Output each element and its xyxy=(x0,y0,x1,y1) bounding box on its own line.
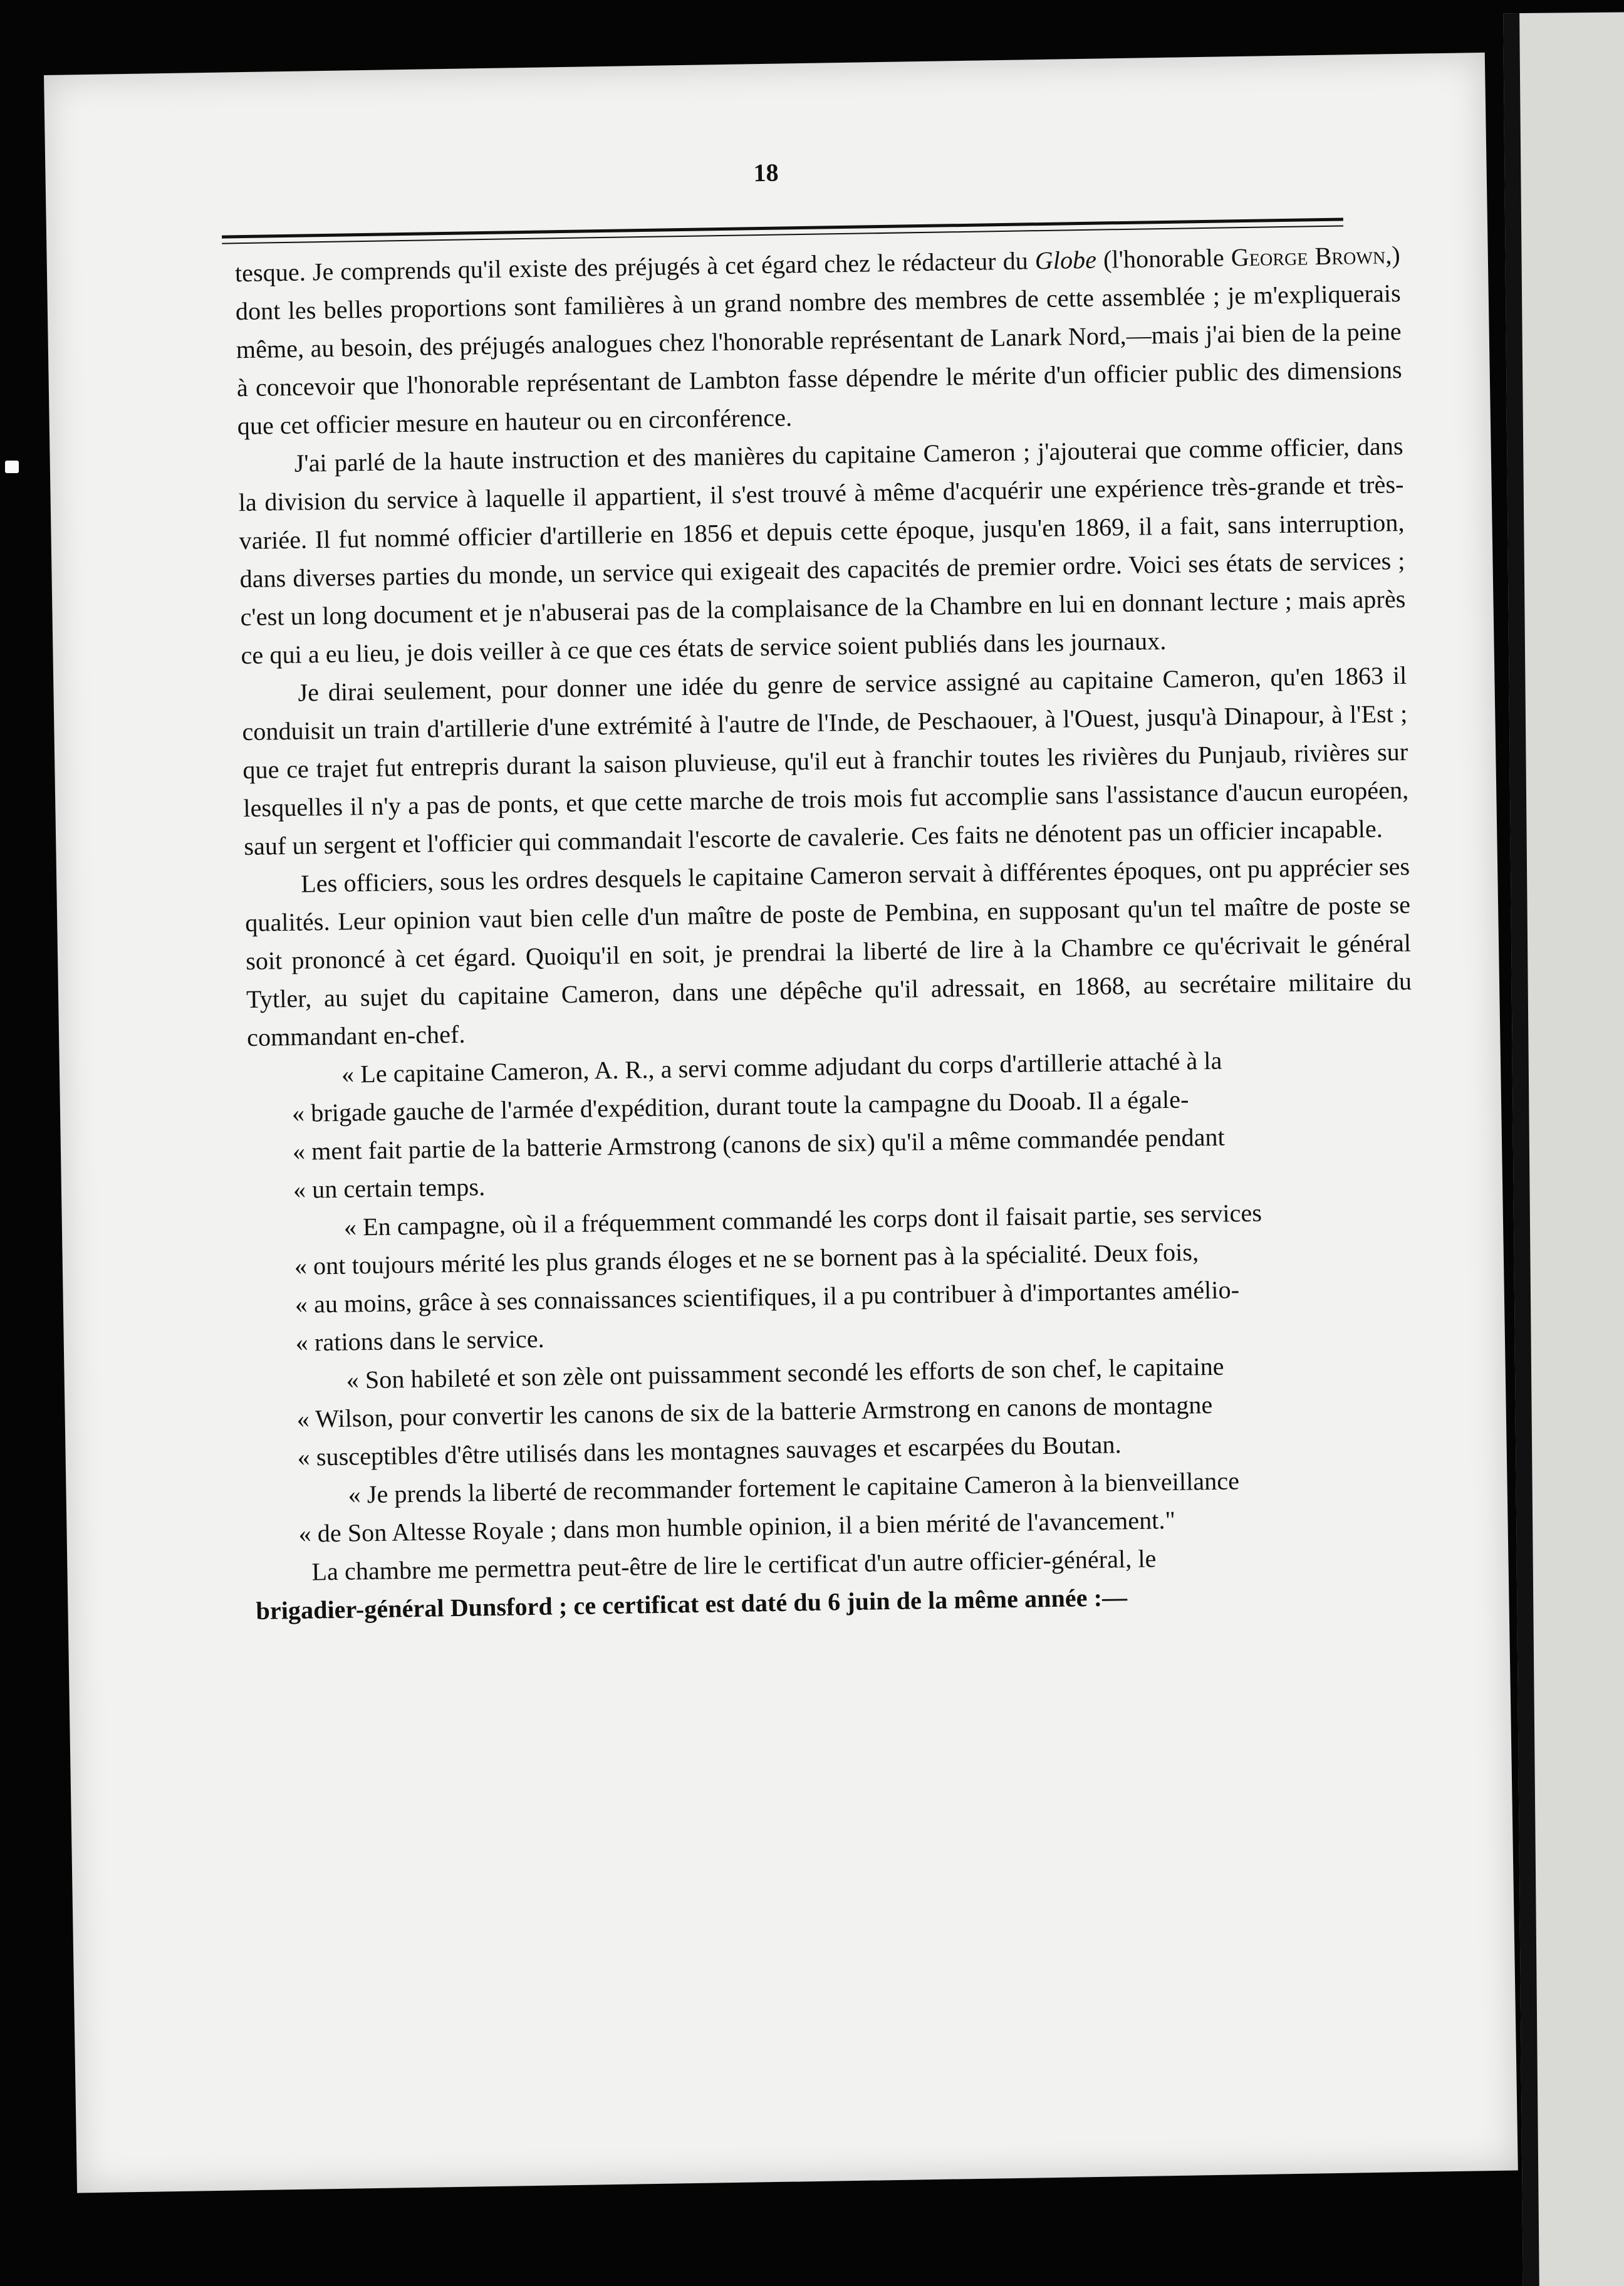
quote-line: « un certain temps. xyxy=(293,1172,486,1204)
quote-line: « Je prends la liberté de recommander fortement le capitaine Cameron à la bienveillance xyxy=(348,1466,1240,1509)
quote-block xyxy=(252,1344,1419,1477)
person-name: George Brown xyxy=(1231,241,1386,272)
quote-line: « Le capitaine Cameron, A. R., a servi comme adjudant du corps d'artillerie attaché à la xyxy=(341,1046,1222,1088)
text-run: ,) dont les belles proportions sont familières à un grand nombre des membres de cette assemblée ; je m'expliquerais même, au besoin, des préjugés analogues chez l'honorable représentant de Lanark Nord,—mais j'ai bien de la peine à concevoir que l'honorable représentant de Lambton fasse dépendre le mérite d'un officier public des dimensions que cet officier mesure en hauteur ou en circonférence. xyxy=(235,241,1402,441)
quote-line: « de Son Altesse Royale ; dans mon humble opinion, il a bien mérité de l'avancement." xyxy=(298,1505,1176,1548)
quote-line: « susceptibles d'être utilisés dans les montagnes sauvages et escarpées du Boutan. xyxy=(297,1430,1122,1471)
quote-line: « Son habileté et son zèle ont puissamment secondé les efforts de son chef, le capitaine xyxy=(346,1352,1224,1394)
text-run: (l'honorable xyxy=(1096,243,1232,274)
quote-line: « En campagne, où il a fréquemment commandé les corps dont il faisait partie, ses services xyxy=(343,1198,1262,1241)
body-text xyxy=(235,236,1422,1630)
closing-line-bold: brigadier-général Dunsford ; ce certificat est daté du 6 juin de la même année :— xyxy=(256,1583,1128,1625)
quote-line: « ont toujours mérité les plus grands éloges et ne se bornent pas à la spécialité. Deux fois, xyxy=(294,1238,1199,1280)
quote-block xyxy=(247,1038,1415,1209)
document-page xyxy=(44,53,1518,2193)
adjacent-page-edge xyxy=(1503,12,1624,2286)
paragraph-continuation xyxy=(235,236,1403,445)
closing-line: La chambre me permettra peut-être de lire le certificat d'un autre officier-général, le xyxy=(311,1544,1157,1586)
paragraph: Les officiers, sous les ordres desquels le capitaine Cameron servait à différentes époques, ont pu apprécier ses qualités. Leur opinion vaut bien celle d'un maître de poste de Pembina, en supposant qu'un tel maître de poste se soit prononcé à cet égard. Quoiqu'il en soit, je prendrai la liberté de lire à la Chambre ce qu'écrivait le général Tytler, au sujet du capitaine Cameron, dans une dépêche qu'il adressait, en 1868, au secrétaire militaire du commandant en-chef. xyxy=(244,852,1412,1052)
page-number: 18 xyxy=(753,158,779,187)
paragraph: Je dirai seulement, pour donner une idée du genre de service assigné au capitaine Cameron, qu'en 1863 il conduisit un train d'artillerie d'une extrémité à l'autre de l'Inde, de Peschaouer, à l'Ouest, jusqu'à Dinapour, à l'Est ; que ce trajet fut entrepris durant la saison pluvieuse, qu'il eut à franchir toutes les rivières du Punjaub, rivières sur lesquelles il n'y a pas de ponts, et que cette marche de trois mois fut accomplie sans l'assistance d'aucun européen, sauf un sergent et l'officier qui commandait l'escorte de cavalerie. Ces faits ne dénotent pas un officier incapable. xyxy=(242,660,1409,861)
quote-line: « rations dans le service. xyxy=(295,1324,545,1357)
text-run: tesque. Je comprends qu'il existe des préjugés à cet égard chez le rédacteur du xyxy=(234,246,1036,288)
quote-block xyxy=(249,1191,1417,1362)
quote-line: « au moins, grâce à ses connaissances scientifiques, il a pu contribuer à d'importantes amélio- xyxy=(294,1275,1240,1318)
scan-edge-mark xyxy=(5,461,19,473)
quote-line: « ment fait partie de la batterie Armstrong (canons de six) qu'il a même commandée pendant xyxy=(292,1122,1226,1166)
paragraph: J'ai parlé de la haute instruction et des manières du capitaine Cameron ; j'ajouterai que comme officier, dans la division du service à laquelle il appartient, il s'est trouvé à même d'acquérir une expérience très-grande et très-variée. Il fut nommé officier d'artillerie en 1856 et depuis cette époque, jusqu'en 1869, il a fait, sans interruption, dans diverses parties du monde, un service qui exigeait des capacités de premier ordre. Voici ses états de services ; c'est un long document et je n'abuserai pas de la complaisance de la Chambre en lui en donnant lecture ; mais après ce qui a eu lieu, je dois veiller à ce que ces états de service soient publiés dans les journaux. xyxy=(238,431,1406,670)
newspaper-name: Globe xyxy=(1034,245,1097,275)
quote-line: « Wilson, pour convertir les canons de six de la batterie Armstrong en canons de montagne xyxy=(296,1390,1213,1433)
quote-line: « brigade gauche de l'armée d'expédition, durant toute la campagne du Dooab. Il a égale- xyxy=(291,1085,1189,1127)
